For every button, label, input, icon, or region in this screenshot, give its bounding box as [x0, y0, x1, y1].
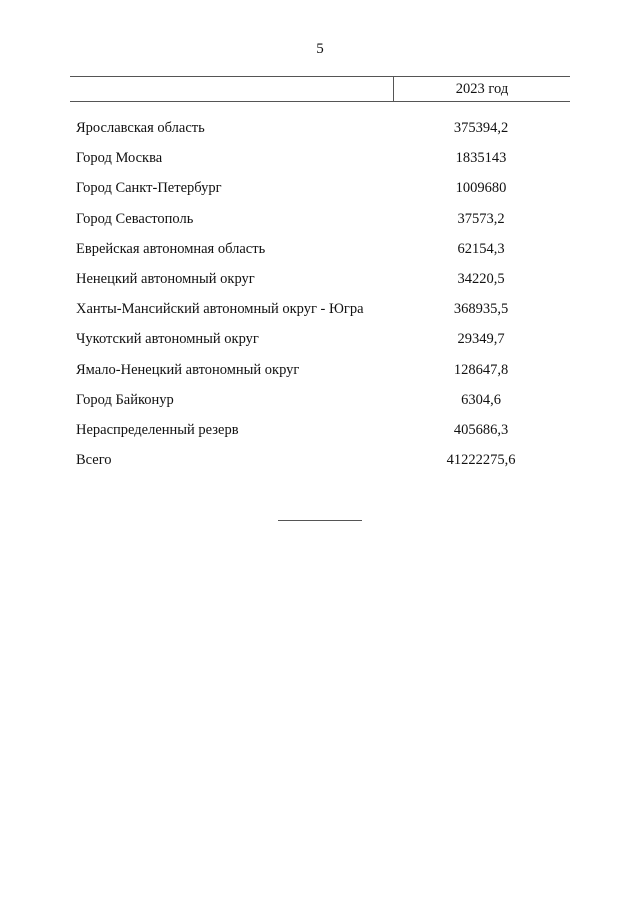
region-value: 405686,3 — [453, 421, 509, 438]
region-value: 29349,7 — [457, 331, 505, 348]
region-value: 62154,3 — [457, 240, 505, 257]
table-row — [76, 113, 576, 143]
region-name: Чукотский автономный округ — [76, 331, 259, 348]
table-row — [76, 143, 576, 173]
table-header — [70, 76, 570, 102]
region-value: 37573,2 — [457, 210, 505, 227]
region-value: 1835143 — [455, 150, 507, 167]
table-row — [76, 355, 576, 385]
region-value: 375394,2 — [453, 120, 509, 136]
table-row — [76, 294, 576, 324]
total-value: 41222275,6 — [446, 452, 516, 469]
region-name: Ямало-Ненецкий автономный округ — [76, 361, 300, 378]
table-row — [76, 385, 576, 415]
table-row — [76, 173, 576, 203]
region-value: 368935,5 — [453, 301, 509, 318]
region-name: Город Москва — [76, 150, 163, 167]
page-number: 5 — [316, 41, 324, 57]
region-name: Город Байконур — [76, 391, 174, 408]
region-name: Еврейская автономная область — [76, 240, 266, 257]
region-name: Нераспределенный резерв — [76, 421, 239, 438]
table-row — [76, 204, 576, 234]
table-row — [76, 415, 576, 445]
table-body — [76, 113, 576, 475]
table-row — [76, 324, 576, 354]
region-name: Ханты-Мансийский автономный округ - Югра — [76, 301, 364, 318]
total-row — [76, 445, 576, 475]
region-value: 128647,8 — [453, 361, 509, 378]
table-row — [76, 234, 576, 264]
year-column-header: 2023 год — [455, 81, 509, 97]
total-label: Всего — [76, 452, 112, 469]
region-name: Ненецкий автономный округ — [76, 270, 255, 287]
end-rule — [278, 520, 362, 521]
region-name: Город Севастополь — [76, 210, 194, 227]
region-value: 6304,6 — [461, 391, 501, 408]
table-row — [76, 264, 576, 294]
region-name: Ярославская область — [76, 120, 205, 136]
region-value: 1009680 — [455, 180, 507, 197]
region-name: Город Санкт-Петербург — [76, 180, 222, 197]
region-value: 34220,5 — [457, 270, 505, 287]
